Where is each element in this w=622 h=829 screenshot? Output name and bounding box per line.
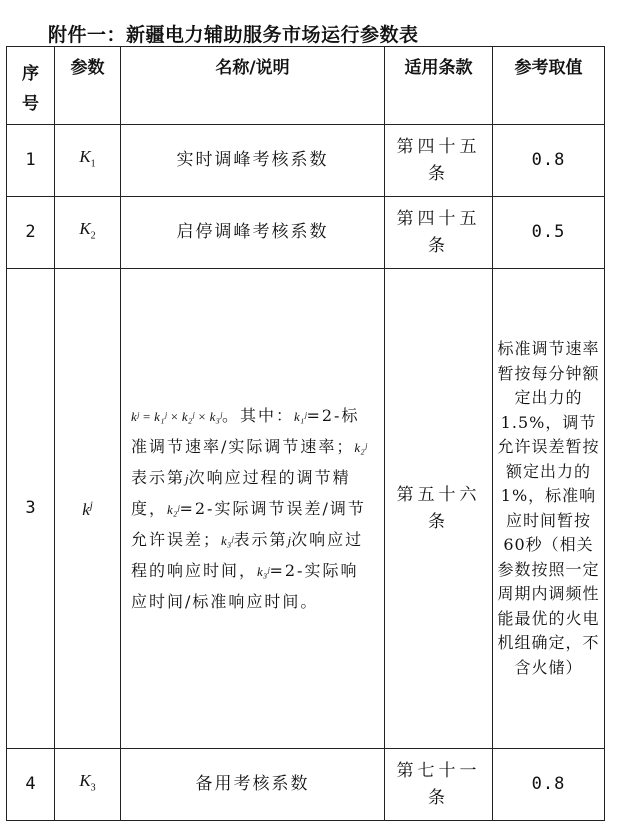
formula: kʲ = k₁ʲ × k₂ʲ × k₃ʲ (131, 408, 223, 424)
header-param: 参数 (55, 47, 121, 125)
header-ref: 参考取值 (493, 47, 605, 125)
row-clause: 第四十五条 (385, 197, 493, 269)
row-name: 启停调峰考核系数 (121, 197, 385, 269)
row-param-symbol: $K_2$ (55, 197, 121, 269)
table-row (7, 269, 605, 749)
row-clause: 第五十六条 (385, 269, 493, 749)
document-title: 附件一：新疆电力辅助服务市场运行参数表 (48, 24, 419, 46)
row-param-symbol: $k^j$ (55, 269, 121, 749)
row-param-symbol: $K_3$ (55, 749, 121, 821)
header-name: 名称/说明 (121, 47, 385, 125)
row-seq: 1 (7, 125, 55, 197)
row-ref-value: 0.5 (493, 197, 605, 269)
row-ref-value: 0.8 (493, 749, 605, 821)
row-name: 实时调峰考核系数 (121, 125, 385, 197)
parameter-table (6, 46, 605, 821)
table-row (7, 197, 605, 269)
row-name: 备用考核系数 (121, 749, 385, 821)
row-seq: 4 (7, 749, 55, 821)
table-header-row (7, 47, 605, 125)
table-row (7, 749, 605, 821)
row-clause: 第七十一条 (385, 749, 493, 821)
row-param-symbol: $K_1$ (55, 125, 121, 197)
header-clause: 适用条款 (385, 47, 493, 125)
row-clause: 第四十五条 (385, 125, 493, 197)
row-seq: 3 (7, 269, 55, 749)
row-description: kʲ = k₁ʲ × k₂ʲ × k₃ʲ。其中：k₁ʲ=2-标准调节速率/实际调节速率；k₂ʲ表示第j次响应过程的调节精度，k₂ʲ=2-实际调节误差/调节允许误差；k₃ʲ表示第j次响应过程的响应时间，k₃ʲ=2-实际响应时间/标准响应时间。 (121, 269, 385, 749)
row-ref-value: 标准调节速率暂按每分钟额定出力的1.5%，调节允许误差暂按额定出力的1%，标准响应时间暂按60秒（相关参数按照一定周期内调频性能最优的火电机组确定，不含火储） (493, 269, 605, 749)
row-seq: 2 (7, 197, 55, 269)
row-ref-value: 0.8 (493, 125, 605, 197)
header-seq: 序号 (7, 47, 55, 125)
table-row (7, 125, 605, 197)
